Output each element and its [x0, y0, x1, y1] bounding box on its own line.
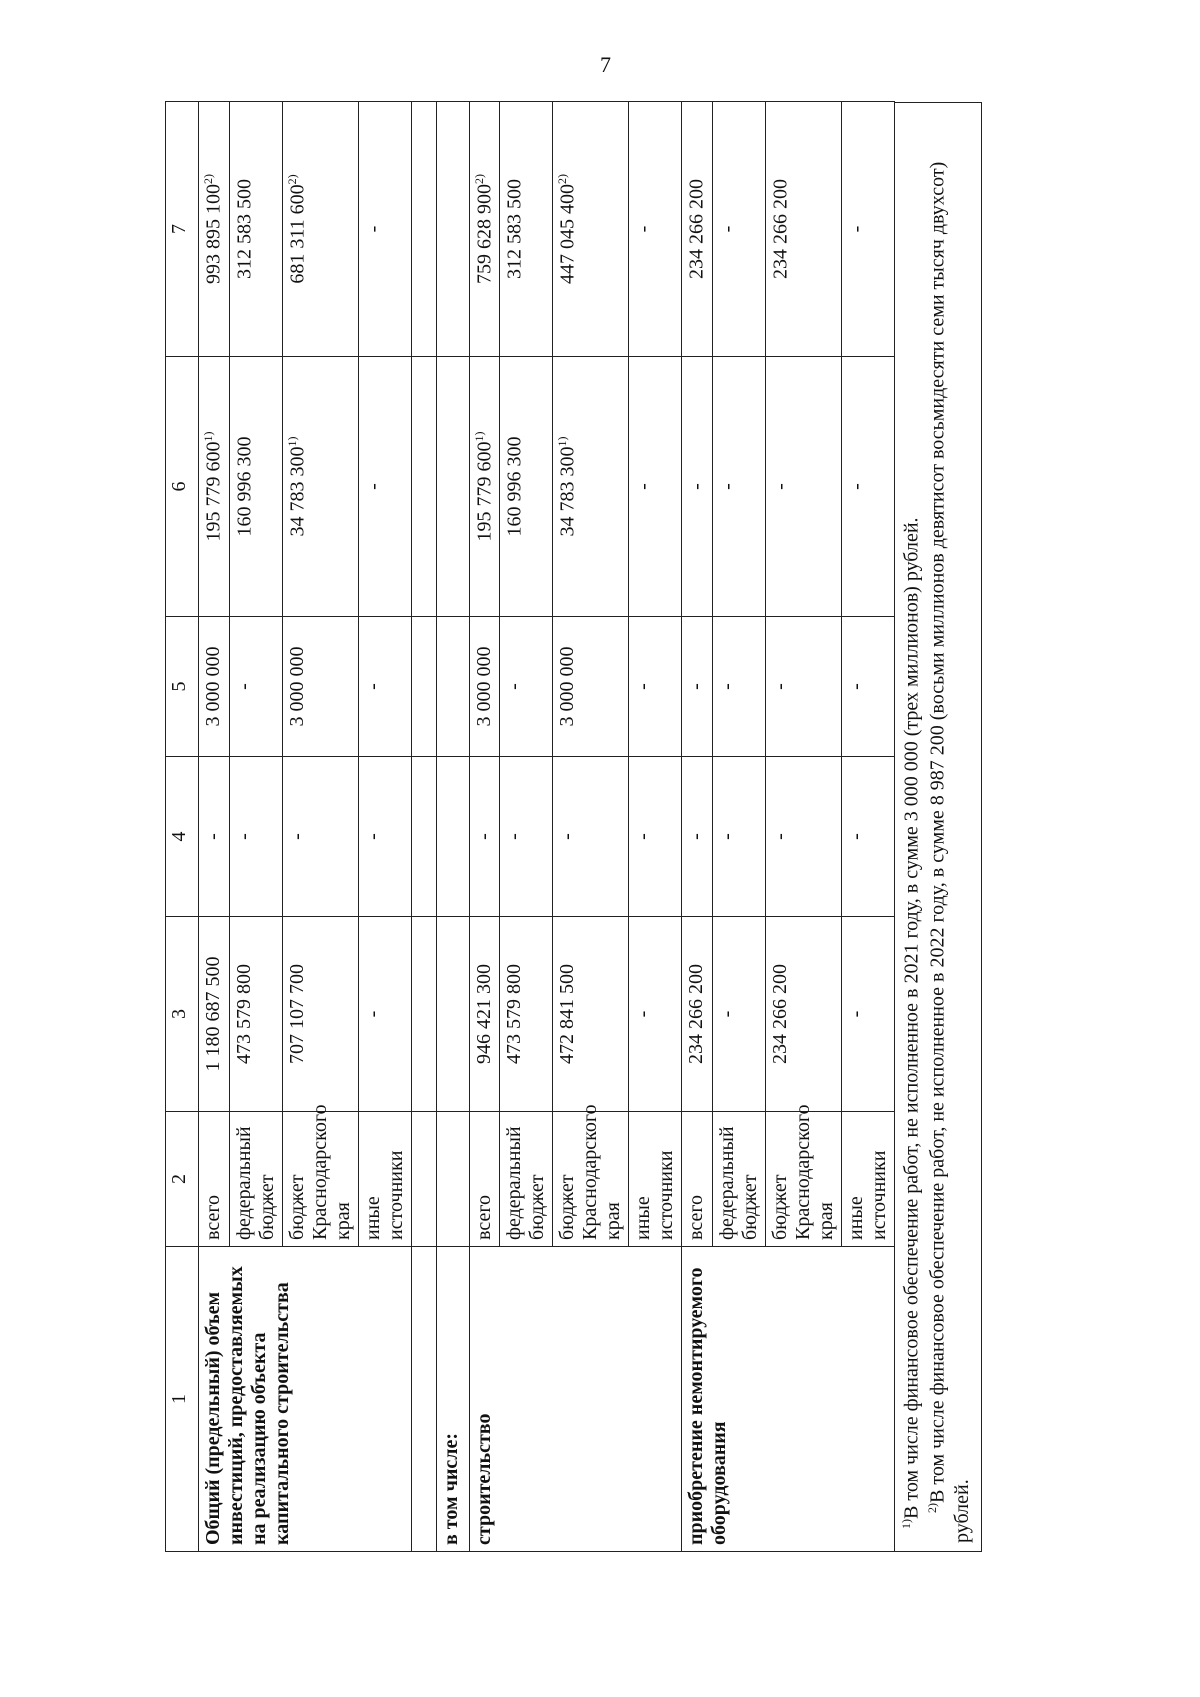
value-cell-c6 [229, 357, 282, 617]
footnote-ref: 2) [555, 174, 570, 184]
value-cell-c7 [553, 102, 629, 357]
empty-cell [411, 102, 436, 357]
value-text: 447 045 400 [556, 184, 579, 284]
empty-cell [436, 757, 469, 917]
footnote-ref: 2) [471, 174, 486, 184]
col-header-4: 4 [166, 757, 199, 917]
col-header-5: 5 [166, 617, 199, 757]
source-cell: иные источники [841, 1112, 894, 1247]
footnotes [895, 102, 982, 1552]
empty-cell [436, 102, 469, 357]
footnote-1 [899, 111, 925, 1543]
total-label: Общий (предельный) объем инвестиций, предоставляемых на реализацию объекта капитального строительства [199, 1247, 412, 1552]
value-text: 234 266 200 [769, 179, 792, 279]
including-label: в том числе: [436, 1247, 469, 1552]
value-text: 312 583 500 [233, 179, 256, 279]
footnote-1-text: В том числе финансовое обеспечение работ, не исполненное в 2021 году, в сумме 3 000 000 (трех миллионов) рублей. [900, 517, 923, 1519]
source-cell: бюджет Краснодарского края [282, 1112, 358, 1247]
value-cell-c3: - [629, 917, 682, 1112]
footnote-ref: 1) [201, 431, 215, 442]
value-text: 34 783 300 [556, 446, 579, 537]
value-cell-c3: - [841, 917, 894, 1112]
value-text: - [685, 483, 708, 490]
value-cell-c3: 707 107 700 [282, 917, 358, 1112]
page-number: 7 [600, 52, 611, 77]
value-cell-c3: - [712, 917, 765, 1112]
table-row [199, 102, 230, 1552]
value-text: 681 311 600 [286, 184, 309, 284]
value-cell-c6 [629, 357, 682, 617]
value-cell-c5: - [682, 617, 713, 757]
value-cell-c4: - [712, 757, 765, 917]
empty-cell [411, 357, 436, 617]
value-cell-c3: 473 579 800 [229, 917, 282, 1112]
value-text: 759 628 900 [473, 184, 496, 284]
value-text: - [362, 225, 385, 233]
value-cell-c4: - [229, 757, 282, 917]
value-cell-c5: - [358, 617, 411, 757]
construction-label: строительство [469, 1247, 682, 1552]
value-cell-c4: - [282, 757, 358, 917]
footnote-2 [925, 111, 976, 1543]
source-cell: федеральный бюджет [229, 1112, 282, 1247]
col-header-2: 2 [166, 1112, 199, 1247]
table-row [682, 102, 713, 1552]
value-cell-c3: 472 841 500 [553, 917, 629, 1112]
value-cell-c7 [358, 102, 411, 357]
value-text: - [632, 483, 655, 490]
footnote-ref: 1) [555, 436, 570, 447]
value-cell-c4: - [682, 757, 713, 917]
value-cell-c6 [682, 357, 713, 617]
value-cell-c7 [199, 102, 230, 357]
value-cell-c3: 234 266 200 [682, 917, 713, 1112]
value-cell-c7 [469, 102, 500, 357]
investment-table [165, 101, 895, 1552]
value-cell-c4: - [358, 757, 411, 917]
rotated-table-container [165, 102, 1040, 1552]
value-cell-c4: - [841, 757, 894, 917]
source-cell: всего [682, 1112, 713, 1247]
value-cell-c6 [553, 357, 629, 617]
value-text: 160 996 300 [503, 436, 526, 537]
source-cell: всего [469, 1112, 500, 1247]
value-cell-c3: 1 180 687 500 [199, 917, 230, 1112]
footnote-ref: 2) [201, 174, 215, 184]
value-cell-c7 [282, 102, 358, 357]
value-cell-c3: 473 579 800 [500, 917, 553, 1112]
value-cell-c4: - [553, 757, 629, 917]
empty-cell [436, 1112, 469, 1247]
value-cell-c7 [629, 102, 682, 357]
value-text: - [769, 483, 792, 490]
col-header-7: 7 [166, 102, 199, 357]
value-cell-c4: - [469, 757, 500, 917]
col-header-1: 1 [166, 1247, 199, 1552]
value-cell-c5: - [629, 617, 682, 757]
value-cell-c5: - [500, 617, 553, 757]
value-cell-c6 [500, 357, 553, 617]
including-row [436, 102, 469, 1552]
value-text: 34 783 300 [286, 446, 309, 537]
value-cell-c6 [712, 357, 765, 617]
value-text: - [362, 483, 385, 490]
value-cell-c7 [841, 102, 894, 357]
footnote-1-mark: 1) [898, 1519, 913, 1529]
value-text: 312 583 500 [503, 179, 526, 279]
value-cell-c6 [841, 357, 894, 617]
source-cell: бюджет Краснодарского края [553, 1112, 629, 1247]
separator-row [411, 102, 436, 1552]
empty-cell [436, 357, 469, 617]
value-cell-c4: - [765, 757, 841, 917]
footnote-ref: 1) [284, 436, 299, 447]
footnote-2-mark: 2) [924, 1503, 939, 1513]
table-row [469, 102, 500, 1552]
source-cell: федеральный бюджет [500, 1112, 553, 1247]
value-cell-c4: - [629, 757, 682, 917]
value-cell-c7 [765, 102, 841, 357]
footnote-2-text: В том числе финансовое обеспечение работ, не исполненное в 2022 году, в сумме 8 987 200 (восьми миллионов девятисот восьмидесяти семи тысяч двухсот) рублей. [926, 161, 974, 1543]
empty-cell [436, 617, 469, 757]
value-cell-c7 [500, 102, 553, 357]
value-cell-c6 [282, 357, 358, 617]
empty-cell [411, 617, 436, 757]
value-text: - [845, 225, 868, 233]
value-cell-c5: 3 000 000 [553, 617, 629, 757]
empty-cell [411, 1112, 436, 1247]
value-text: - [632, 225, 655, 233]
value-cell-c5: 3 000 000 [469, 617, 500, 757]
value-cell-c3: - [358, 917, 411, 1112]
empty-cell [411, 917, 436, 1112]
value-cell-c5: 3 000 000 [282, 617, 358, 757]
source-cell: федеральный бюджет [712, 1112, 765, 1247]
empty-cell [411, 1247, 436, 1552]
equipment-label: приобретение немонтируемого оборудования [682, 1247, 895, 1552]
value-cell-c5: - [229, 617, 282, 757]
value-cell-c4: - [500, 757, 553, 917]
value-text: 195 779 600 [202, 441, 225, 542]
col-header-6: 6 [166, 357, 199, 617]
value-cell-c6 [199, 357, 230, 617]
empty-cell [436, 917, 469, 1112]
column-number-row [166, 102, 199, 1552]
value-cell-c5: 3 000 000 [199, 617, 230, 757]
value-cell-c5: - [712, 617, 765, 757]
value-cell-c7 [229, 102, 282, 357]
col-header-3: 3 [166, 917, 199, 1112]
value-cell-c3: 946 421 300 [469, 917, 500, 1112]
value-cell-c5: - [841, 617, 894, 757]
value-cell-c6 [469, 357, 500, 617]
footnote-ref: 2) [284, 174, 299, 185]
footnote-ref: 1) [471, 431, 486, 442]
value-text: 195 779 600 [473, 441, 496, 542]
value-text: - [716, 225, 739, 233]
value-text: 993 895 100 [202, 184, 225, 284]
value-text: - [716, 483, 739, 490]
value-text: 234 266 200 [685, 179, 708, 279]
value-cell-c3: 234 266 200 [765, 917, 841, 1112]
value-cell-c7 [682, 102, 713, 357]
value-text: 160 996 300 [233, 436, 256, 537]
value-text: - [845, 483, 868, 490]
value-cell-c6 [765, 357, 841, 617]
value-cell-c5: - [765, 617, 841, 757]
empty-cell [411, 757, 436, 917]
source-cell: всего [199, 1112, 230, 1247]
value-cell-c7 [712, 102, 765, 357]
source-cell: иные источники [358, 1112, 411, 1247]
source-cell: бюджет Краснодарского края [765, 1112, 841, 1247]
source-cell: иные источники [629, 1112, 682, 1247]
value-cell-c6 [358, 357, 411, 617]
value-cell-c4: - [199, 757, 230, 917]
